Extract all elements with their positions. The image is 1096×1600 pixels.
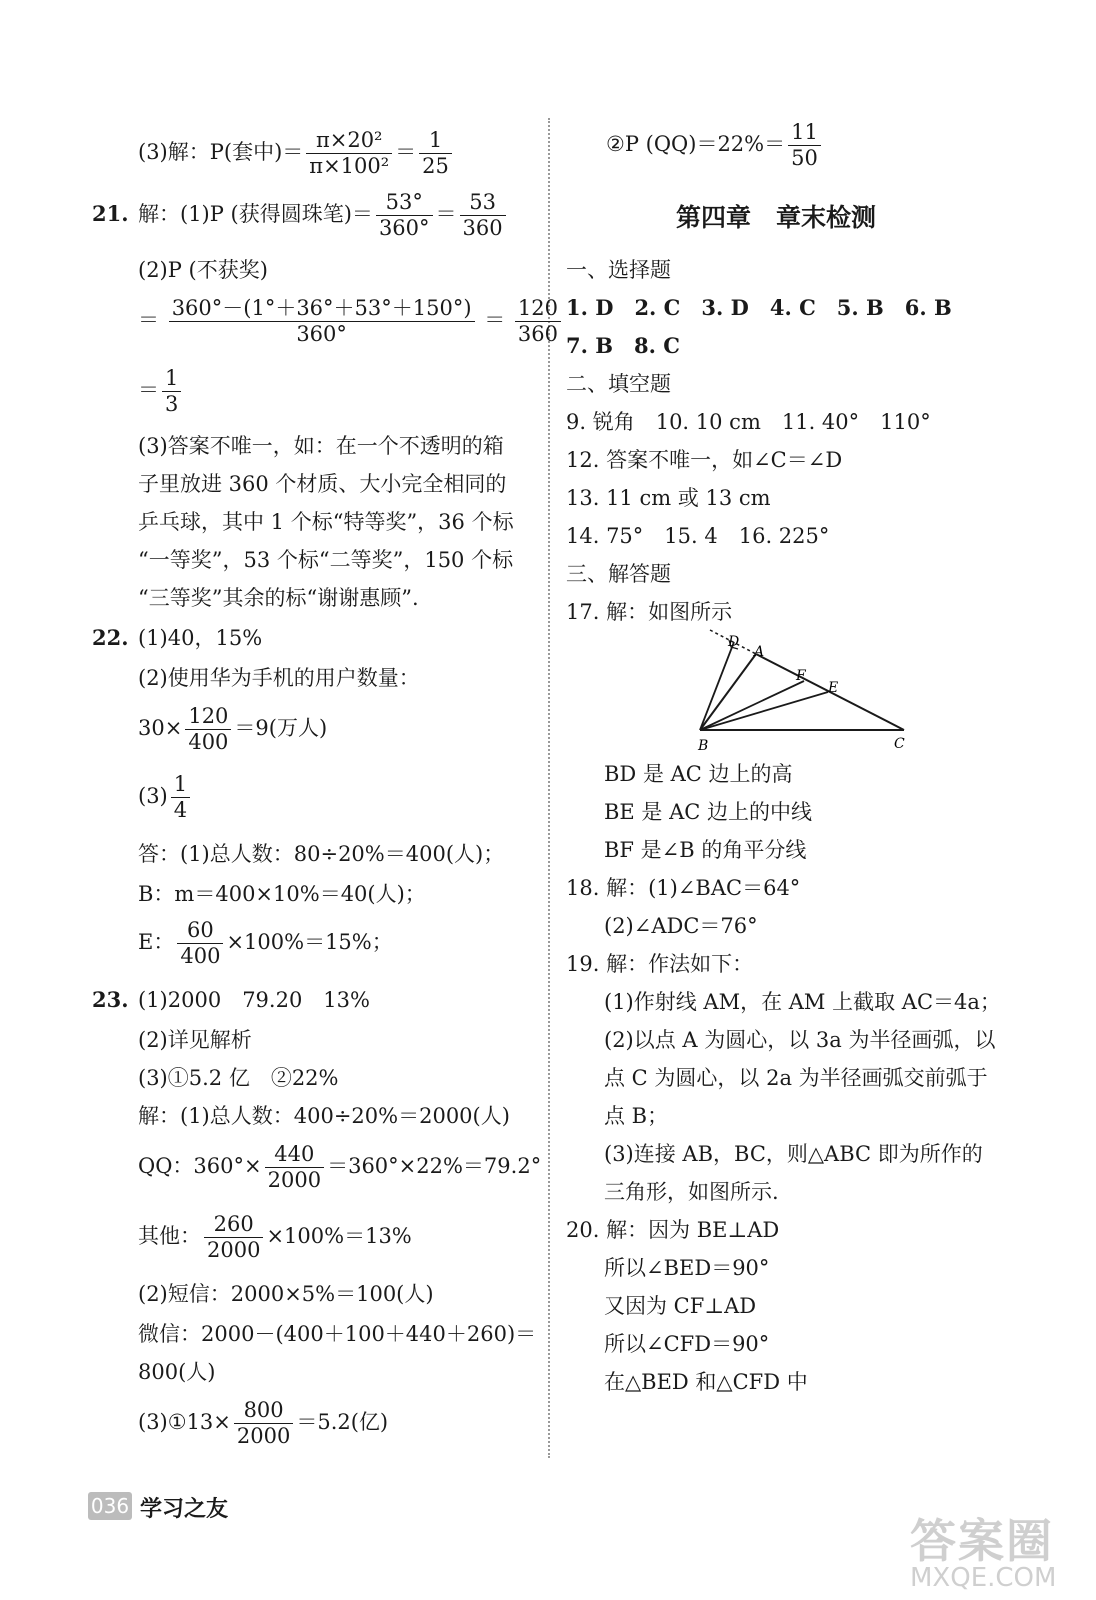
q21-line7: 乒乓球，其中 1 个标“特等奖”，36 个标 — [138, 510, 514, 534]
q21-line4: ＝ $\frac{1}{3}$ — [138, 366, 184, 417]
q21-line1: 解：(1)P (获得圆珠笔)＝ $\frac{53^\circ}{360^\circ}$ ＝ $\frac{53}{360}$ — [138, 190, 509, 241]
q19-line5: 点 B； — [604, 1104, 669, 1128]
q23-part3-continued: ②P (QQ)＝22%＝ $\frac{11}{50}$ — [606, 120, 824, 171]
q18-line1: 18. 解：(1)∠BAC＝64° — [566, 876, 801, 900]
label-d: D — [728, 634, 740, 650]
q23-line5: QQ：360°× $\frac{440}{2000}$ ＝360°×22%＝79.2° — [138, 1142, 542, 1192]
q21-line9: “三等奖”其余的标“谢谢惠顾”. — [138, 586, 419, 610]
q20-line5: 在△BED 和△CFD 中 — [604, 1370, 808, 1394]
q21-line2: (2)P (不获奖) — [138, 258, 268, 282]
q23-line10: (3)①13× $\frac{800}{2000}$ ＝5.2(亿) — [138, 1398, 389, 1448]
label-a: A — [754, 644, 765, 660]
q21-line5: (3)答案不唯一，如：在一个不透明的箱 — [138, 434, 504, 458]
q20-line2: 所以∠BED＝90° — [604, 1256, 770, 1280]
answers-fill-2: 12. 答案不唯一，如∠C＝∠D — [566, 448, 843, 472]
answers-fill-1: 9. 锐角 10. 10 cm 11. 40° 110° — [566, 410, 931, 434]
q22-line4: (3) $\frac{1}{4}$ — [138, 772, 193, 823]
answers-fill-4: 14. 75° 15. 4 16. 225° — [566, 524, 830, 548]
q21-line8: “一等奖”，53 个标“二等奖”，150 个标 — [138, 548, 514, 572]
page-number: 036 — [88, 1492, 132, 1520]
q20-line1: 20. 解：因为 BE⊥AD — [566, 1218, 780, 1242]
q19-line3: (2)以点 A 为圆心，以 3a 为半径画弧，以 — [604, 1028, 996, 1052]
label-f: F — [796, 668, 806, 684]
q19-line1: 19. 解：作法如下： — [566, 952, 754, 976]
watermark — [900, 1505, 1080, 1595]
q17-line2: BD 是 AC 边上的高 — [604, 762, 793, 786]
q19-line2: (1)作射线 AM，在 AM 上截取 AC＝4a； — [604, 990, 1001, 1014]
q17-line3: BE 是 AC 边上的中线 — [604, 800, 813, 824]
q22-line1: (1)40，15% — [138, 626, 263, 650]
q23-line8: 微信：2000－(400＋100＋440＋260)＝ — [138, 1322, 537, 1346]
q21-number: 21. — [92, 201, 129, 226]
label-b: B — [698, 738, 709, 754]
watermark-logo: 答案圈 — [910, 1514, 1054, 1568]
watermark-url: MXQE.COM — [910, 1563, 1057, 1593]
q19-line6: (3)连接 AB，BC，则△ABC 即为所作的 — [604, 1142, 983, 1166]
q23-line7: (2)短信：2000×5%＝100(人) — [138, 1282, 434, 1306]
chapter-title: 第四章 章末检测 — [676, 203, 877, 232]
q23-line6: 其他： $\frac{260}{2000}$ ×100%＝13% — [138, 1212, 412, 1262]
label-c: C — [894, 736, 905, 752]
q17-line1: 17. 解：如图所示 — [566, 600, 733, 624]
q22-line3: 30× $\frac{120}{400}$ ＝9(万人) — [138, 704, 328, 754]
q22-number: 22. — [92, 625, 129, 650]
q20-part3: (3)解：P(套中)＝ $\frac{\text{π×20²}}{\text{π×100²}}$ ＝ $\frac{1}{25}$ — [138, 128, 455, 179]
q23-line4: 解：(1)总人数：400÷20%＝2000(人) — [138, 1104, 510, 1128]
q22-line2: (2)使用华为手机的用户数量： — [138, 666, 420, 690]
q19-line4: 点 C 为圆心，以 2a 为半径画弧交前弧于 — [604, 1066, 988, 1090]
q22-line6: B：m＝400×10%＝40(人)； — [138, 882, 426, 906]
section-fill: 二、填空题 — [566, 372, 671, 396]
q23-line1: (1)2000 79.20 13% — [138, 988, 370, 1012]
answers-fill-3: 13. 11 cm 或 13 cm — [566, 486, 771, 510]
q19-line7: 三角形，如图所示. — [604, 1180, 779, 1204]
answers-choice-2: 7. B 8. C — [566, 333, 680, 358]
brand-name: 学习之友 — [140, 1496, 229, 1522]
triangle-figure — [680, 628, 920, 758]
q18-line2: (2)∠ADC＝76° — [604, 914, 758, 938]
answers-choice-1: 1. D 2. C 3. D 4. C 5. B 6. B — [566, 295, 952, 320]
q20-line3: 又因为 CF⊥AD — [604, 1294, 757, 1318]
q17-line4: BF 是∠B 的角平分线 — [604, 838, 807, 862]
segment-be — [700, 692, 828, 730]
section-choice: 一、选择题 — [566, 258, 671, 282]
label-e: E — [828, 680, 839, 696]
q22-line7: E： $\frac{60}{400}$ ×100%＝15%； — [138, 918, 393, 968]
q20-line4: 所以∠CFD＝90° — [604, 1332, 770, 1356]
q21-line3: ＝ $\frac{360^\circ-(1^\circ+36^\circ+53^\circ+150^\circ)}{360^\circ}$ ＝ $\frac{120}{360}$ — [138, 296, 564, 347]
q23-number: 23. — [92, 987, 129, 1012]
q23-line9: 800(人) — [138, 1360, 216, 1384]
q23-line3: (3)①5.2 亿 ②22% — [138, 1066, 339, 1090]
section-solve: 三、解答题 — [566, 562, 671, 586]
q21-line6: 子里放进 360 个材质、大小完全相同的 — [138, 472, 507, 496]
segment-ba — [700, 654, 756, 730]
q23-line2: (2)详见解析 — [138, 1028, 252, 1052]
q22-line5: 答：(1)总人数：80÷20%＝400(人)； — [138, 842, 505, 866]
